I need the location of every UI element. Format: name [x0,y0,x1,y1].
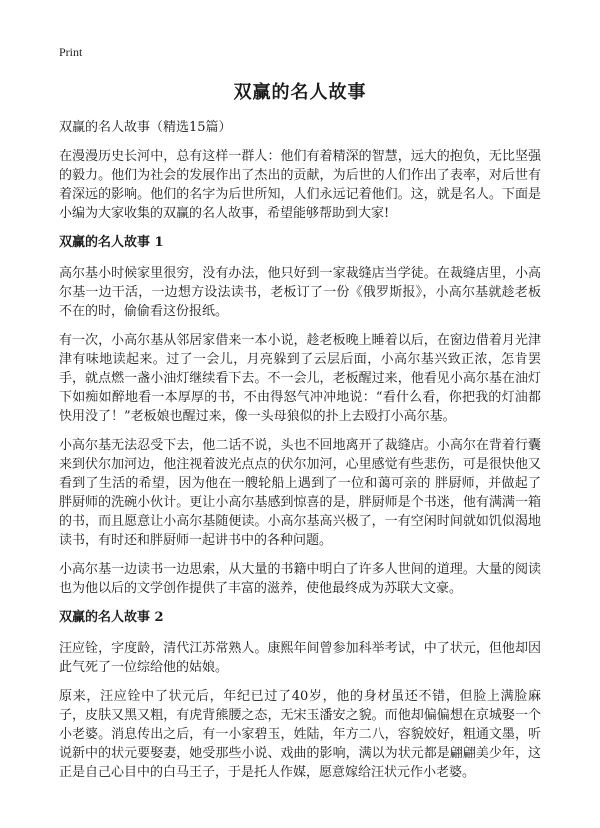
page-title: 双赢的名人故事 [233,82,367,103]
section-heading: 双赢的名人故事 1 [59,235,164,250]
section-paragraph: 有一次，小高尔基从邻居家借来一本小说，趁老板晚上睡着以后，在窗边借着月光津津有味地读起来。过了一会儿，月亮躲到了云层后面，小高尔基兴致正浓，怎肯罢手，就点燃一盏小油灯继续看下去。不一会儿，老板醒过来，他看见小高尔基在油灯下如痴如醉地看一本厚厚的书，不由得怒气冲冲地说：“看什么看，你把我的灯油都快用没了！”老板娘也醒过来，像一头母狼似的扑上去殴打小高尔基。 [59,333,541,424]
intro-paragraph: 在漫漫历史长河中，总有这样一群人：他们有着精深的智慧，远大的抱负，无比坚强的毅力。他们为社会的发展作出了杰出的贡献，为后世的人们作出了表率，对后世有着深远的影响。他们的名字为后世所知，人们永远记着他们。这，就是名人。下面是小编为大家收集的双赢的名人故事，希望能够帮助到大家! [59,149,541,221]
section-paragraph: 高尔基小时候家里很穷，没有办法，他只好到一家裁缝店当学徒。在裁缝店里，小高尔基一边干活，一边想方设法读书，老板订了一份《俄罗斯报》，小高尔基就趁老板不在的时，偷偷看这份报纸。 [59,266,541,319]
section-paragraph: 汪应铨，字度龄，清代江苏常熟人。康熙年间曾参加科举考试，中了状元，但他却因此气死了一位综给他的姑娘。 [59,641,541,675]
section-heading: 双赢的名人故事 2 [59,610,164,625]
print-link[interactable]: Print [59,45,83,59]
section-paragraph: 小高尔基一边读书一边思索，从大量的书籍中明白了许多人世间的道理。大量的阅读也为他以后的文学创作提供了丰富的滋养，使他最终成为苏联大文豪。 [59,562,541,596]
section-paragraph: 原来，汪应铨中了状元后，年纪已过了40岁，他的身材虽还不错，但脸上满脸麻子，皮肤又黑又粗，有虎背熊腰之态，无宋玉潘安之貌。而他却偏偏想在京城娶一个小老婆。消息传出之后，有一小家碧玉，姓陆，年方二八，容貌姣好，粗通文墨，听说新中的状元要娶妻，她受那些小说、戏曲的影响，满以为状元都是翩翩美少年，这正是自己心目中的白马王子，于是托人作媒，愿意嫁给汪状元作小老婆。 [59,689,541,780]
section-paragraph: 小高尔基无法忍受下去，他二话不说，头也不回地离开了裁缝店。小高尔在背着行囊来到伏尔加河边，他注视着波光点点的伏尔加河，心里感觉有些悲伤，可是很快他又看到了生活的希望，因为他在一艘轮船上遇到了一位和蔼可亲的 胖厨师，并做起了胖厨师的洗碗小伙计。更让小高尔基感到惊喜的是，胖厨师是个书迷，他有满满一箱的书，而且愿意让小高尔基随便读。小高尔基高兴极了，一有空闲时间就如饥似渴地读书，有时还和胖厨师一起讲书中的各种问题。 [59,438,541,548]
document-subtitle: 双赢的名人故事（精选15篇） [59,120,232,135]
document-body [59,118,541,792]
